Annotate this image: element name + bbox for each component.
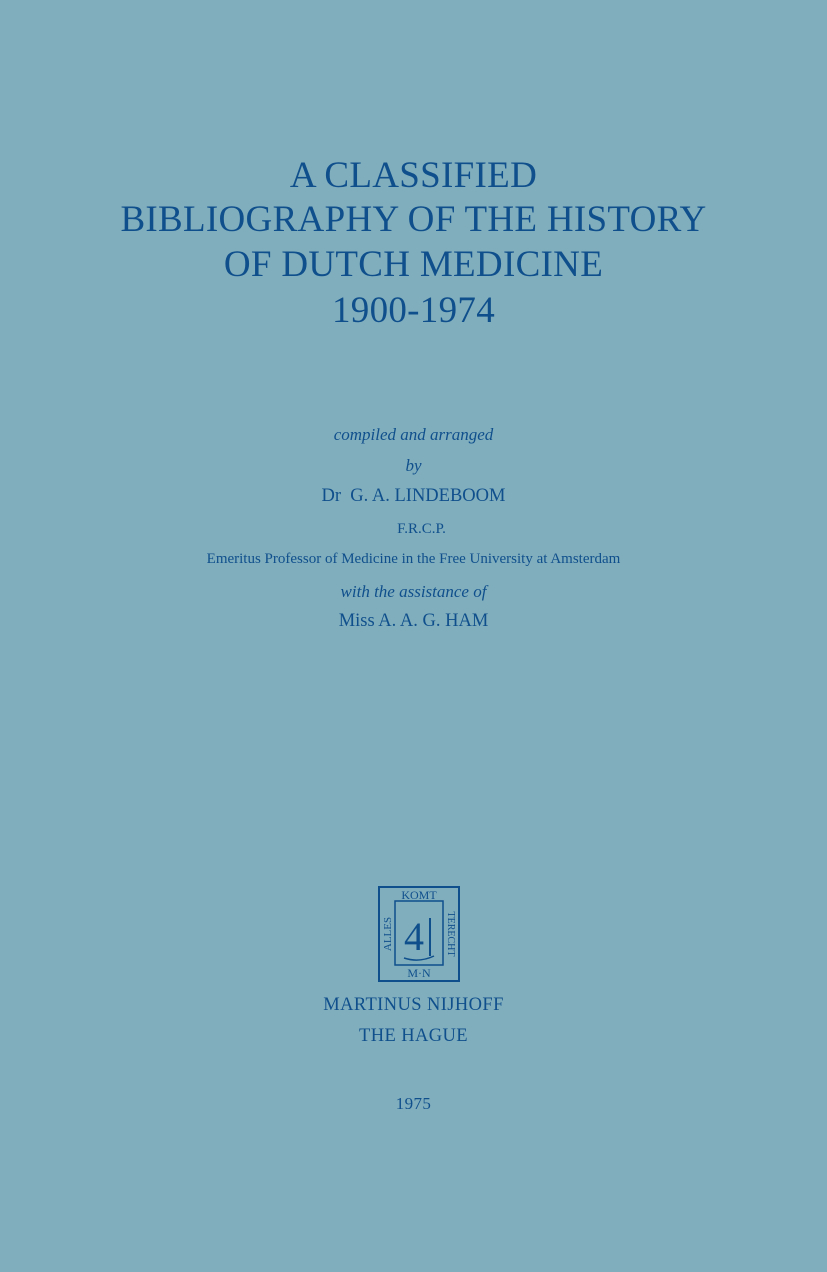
assistant-name: Miss A. A. G. HAM <box>338 611 489 631</box>
emblem-bottom-text: M·N <box>407 966 431 980</box>
compiled-label: compiled and arranged <box>333 425 494 444</box>
author-honors: F.R.C.P. <box>397 521 446 537</box>
by-label: by <box>405 456 422 475</box>
publication-year: 1975 <box>395 1094 432 1113</box>
title-line-1: A CLASSIFIED <box>289 155 538 196</box>
emblem-right-text: TERECHT <box>445 911 456 957</box>
author-name: Dr G. A. LINDEBOOM <box>321 486 506 506</box>
author-affiliation: Emeritus Professor of Medicine in the Free University at Amsterdam <box>206 551 621 567</box>
assistance-label: with the assistance of <box>340 582 487 601</box>
emblem-monogram: 4 <box>404 914 424 959</box>
title-line-2: BIBLIOGRAPHY OF THE HISTORY <box>120 199 707 240</box>
publisher-name: MARTINUS NIJHOFF <box>323 995 504 1015</box>
title-line-3: OF DUTCH MEDICINE <box>223 244 604 285</box>
emblem-left-text: ALLES <box>382 916 394 952</box>
publisher-emblem-icon <box>378 886 460 982</box>
emblem-top-text: KOMT <box>401 888 437 902</box>
title-years: 1900-1974 <box>331 290 496 331</box>
publisher-city: THE HAGUE <box>359 1026 468 1046</box>
